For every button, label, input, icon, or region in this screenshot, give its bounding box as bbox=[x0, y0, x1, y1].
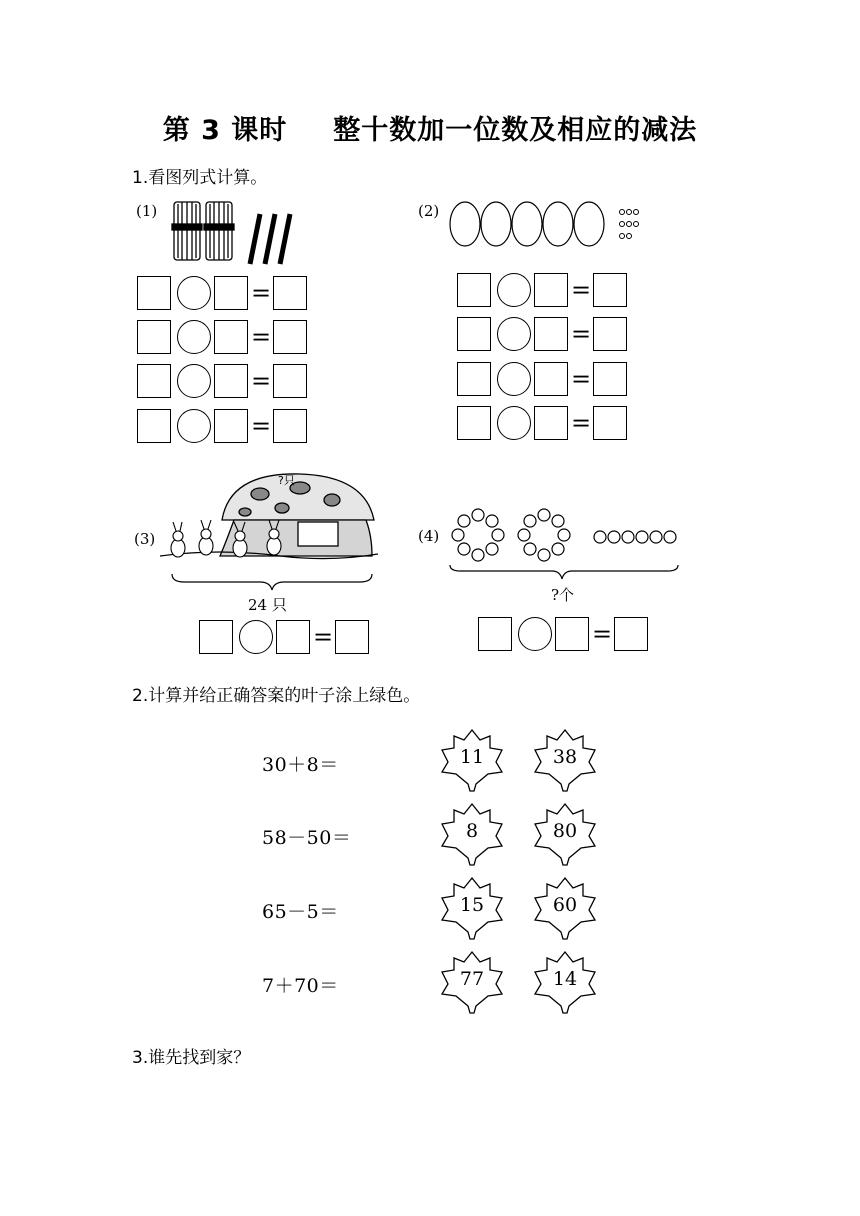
answer-leaf[interactable] bbox=[440, 876, 504, 940]
answer-leaf[interactable] bbox=[533, 876, 597, 940]
answer-box[interactable] bbox=[214, 364, 248, 398]
circle-groups-illustration bbox=[446, 505, 684, 581]
answer-box[interactable] bbox=[534, 362, 568, 396]
equation-row bbox=[457, 406, 627, 440]
operator-circle[interactable] bbox=[177, 409, 211, 443]
page-title bbox=[0, 108, 860, 147]
answer-box[interactable] bbox=[137, 409, 171, 443]
equals-sign: = bbox=[570, 409, 592, 437]
equals-sign: = bbox=[570, 276, 592, 304]
answer-box[interactable] bbox=[534, 406, 568, 440]
answer-box[interactable] bbox=[335, 620, 369, 654]
answer-leaf[interactable] bbox=[533, 728, 597, 792]
operator-circle[interactable] bbox=[497, 317, 531, 351]
answer-box[interactable] bbox=[555, 617, 589, 651]
bead-rings-illustration bbox=[448, 198, 648, 250]
leaf-answer: 38 bbox=[552, 746, 578, 768]
equation-row bbox=[137, 320, 307, 354]
equals-sign: = bbox=[250, 279, 272, 307]
part-2-tag: (2) bbox=[418, 202, 440, 220]
leaf-answer: 14 bbox=[552, 968, 578, 990]
answer-box[interactable] bbox=[614, 617, 648, 651]
equation-row bbox=[457, 362, 627, 396]
equation-row bbox=[137, 276, 307, 310]
operator-circle[interactable] bbox=[177, 364, 211, 398]
equals-sign: = bbox=[312, 623, 334, 651]
expression: 58－50＝ bbox=[262, 827, 352, 849]
expression: 7＋70＝ bbox=[262, 975, 339, 997]
equation-row bbox=[199, 620, 369, 654]
rabbit-total-label: 24 只 bbox=[248, 596, 287, 614]
answer-box[interactable] bbox=[137, 364, 171, 398]
lesson-number: 第 3 课时 bbox=[162, 115, 288, 146]
answer-box[interactable] bbox=[534, 273, 568, 307]
answer-box[interactable] bbox=[214, 276, 248, 310]
operator-circle[interactable] bbox=[239, 620, 273, 654]
expression: 30＋8＝ bbox=[262, 754, 339, 776]
stick-bundles-illustration bbox=[168, 196, 298, 268]
answer-box[interactable] bbox=[137, 276, 171, 310]
leaf-answer: 15 bbox=[459, 894, 485, 916]
mushroom-sign: ?只 bbox=[278, 474, 295, 487]
answer-box[interactable] bbox=[593, 362, 627, 396]
question-3-heading: 3.谁先找到家？ bbox=[132, 1048, 251, 1068]
answer-box[interactable] bbox=[273, 276, 307, 310]
equals-sign: = bbox=[570, 365, 592, 393]
answer-leaf[interactable] bbox=[533, 950, 597, 1014]
answer-box[interactable] bbox=[593, 317, 627, 351]
expression: 65－5＝ bbox=[262, 901, 339, 923]
answer-box[interactable] bbox=[137, 320, 171, 354]
part-4-tag: (4) bbox=[418, 527, 440, 545]
answer-leaf[interactable] bbox=[440, 802, 504, 866]
equation-row bbox=[457, 317, 627, 351]
answer-box[interactable] bbox=[457, 406, 491, 440]
answer-box[interactable] bbox=[273, 409, 307, 443]
answer-box[interactable] bbox=[593, 273, 627, 307]
leaf-answer: 8 bbox=[465, 820, 479, 842]
answer-box[interactable] bbox=[457, 362, 491, 396]
mushroom-house-rabbits-illustration bbox=[160, 470, 380, 594]
operator-circle[interactable] bbox=[177, 320, 211, 354]
equals-sign: = bbox=[250, 412, 272, 440]
answer-box[interactable] bbox=[273, 364, 307, 398]
answer-box[interactable] bbox=[593, 406, 627, 440]
answer-leaf[interactable] bbox=[440, 950, 504, 1014]
leaf-answer: 80 bbox=[552, 820, 578, 842]
equation-row bbox=[137, 364, 307, 398]
equation-row bbox=[137, 409, 307, 443]
equation-row bbox=[457, 273, 627, 307]
operator-circle[interactable] bbox=[497, 362, 531, 396]
part-3-tag: (3) bbox=[134, 530, 156, 548]
question-1-heading: 1.看图列式计算。 bbox=[132, 168, 268, 188]
answer-box[interactable] bbox=[273, 320, 307, 354]
lesson-topic: 整十数加一位数及相应的减法 bbox=[333, 115, 698, 146]
answer-box[interactable] bbox=[457, 273, 491, 307]
leaf-answer: 60 bbox=[552, 894, 578, 916]
operator-circle[interactable] bbox=[177, 276, 211, 310]
equation-row bbox=[478, 617, 648, 651]
answer-box[interactable] bbox=[214, 409, 248, 443]
part-1-tag: (1) bbox=[136, 202, 158, 220]
operator-circle[interactable] bbox=[518, 617, 552, 651]
equals-sign: = bbox=[250, 323, 272, 351]
answer-leaf[interactable] bbox=[533, 802, 597, 866]
answer-leaf[interactable] bbox=[440, 728, 504, 792]
answer-box[interactable] bbox=[276, 620, 310, 654]
operator-circle[interactable] bbox=[497, 273, 531, 307]
equals-sign: = bbox=[570, 320, 592, 348]
circle-total-label: ?个 bbox=[551, 586, 575, 604]
answer-box[interactable] bbox=[457, 317, 491, 351]
equals-sign: = bbox=[591, 620, 613, 648]
leaf-answer: 77 bbox=[459, 968, 485, 990]
operator-circle[interactable] bbox=[497, 406, 531, 440]
answer-box[interactable] bbox=[534, 317, 568, 351]
equals-sign: = bbox=[250, 367, 272, 395]
answer-box[interactable] bbox=[199, 620, 233, 654]
answer-box[interactable] bbox=[214, 320, 248, 354]
answer-box[interactable] bbox=[478, 617, 512, 651]
question-2-heading: 2.计算并给正确答案的叶子涂上绿色。 bbox=[132, 686, 421, 706]
leaf-answer: 11 bbox=[459, 746, 485, 768]
